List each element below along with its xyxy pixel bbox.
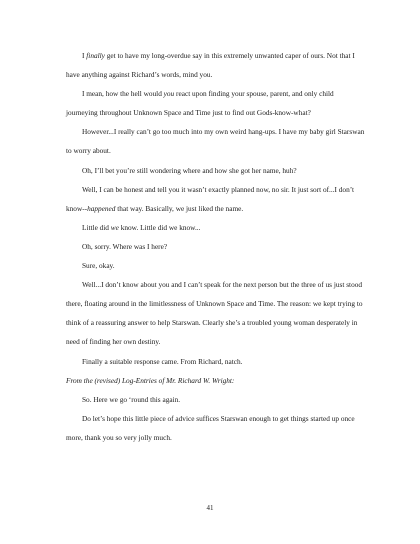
text-segment: Oh, I’ll bet you’re still wondering where and how she got her name, huh? (82, 165, 297, 175)
paragraph (66, 84, 366, 122)
text-segment: Do let’s hope this little piece of advice suffices Starswan enough to get things started up once more, thank you so very jolly much. (66, 413, 355, 442)
text-segment: I (82, 51, 87, 60)
paragraph (66, 237, 366, 256)
text-segment: Finally a suitable response came. From Richard, natch. (82, 356, 243, 366)
text-segment: However...I really can’t go too much into my own weird hang-ups. I have my baby girl Starswan to worry about. (66, 127, 365, 156)
italic-text: finally (86, 51, 105, 60)
paragraph (66, 352, 366, 371)
paragraph (66, 180, 366, 218)
text-segment: get to have my long-overdue say in this extremely unwanted caper of ours. Not that I have anything against Richard’s words, mind you. (66, 51, 355, 80)
paragraph (66, 371, 366, 390)
text-segment: Sure, okay. (82, 261, 115, 271)
paragraph (66, 390, 366, 409)
text-segment: I mean, how the hell would (82, 89, 164, 99)
italic-text: happened (87, 203, 116, 213)
paragraph (66, 161, 366, 180)
text-segment: Little did (82, 222, 111, 232)
text-segment: that way. Basically, we just liked the name. (115, 203, 244, 213)
text-segment: Well...I don’t know about you and I can’t speak for the next person but the three of us just stood there, floating around in the limitlessness of Unknown Space and Time. The reason: we kept trying to think of a reassuring answer to help Starswan. Clearly she’s a troubled young woman desperately in need of finding her own destiny. (66, 280, 363, 347)
paragraph (66, 409, 366, 447)
text-segment: react upon finding your spouse, parent, and only child journeying throughout Unknown Space and Time just to find out Gods-know-what? (66, 89, 334, 118)
paragraph (66, 275, 366, 351)
text-segment: Oh, sorry. Where was I here? (82, 241, 168, 251)
text-segment: know. Little did we know... (118, 222, 201, 232)
paragraph (66, 46, 366, 84)
text-segment: So. Here we go ‘round this again. (82, 394, 181, 404)
italic-text: we (110, 222, 119, 232)
body-text (66, 46, 366, 447)
italic-text: you (163, 89, 175, 99)
paragraph (66, 122, 366, 160)
page-number: 41 (206, 504, 214, 512)
paragraph (66, 218, 366, 237)
text-segment: Well, I can be honest and tell you it wasn’t exactly planned now, no sir. It just sort of...I don’t know-- (66, 184, 355, 213)
italic-text: From the (revised) Log-Entries of Mr. Richard W. Wright: (66, 375, 235, 385)
paragraph (66, 256, 366, 275)
